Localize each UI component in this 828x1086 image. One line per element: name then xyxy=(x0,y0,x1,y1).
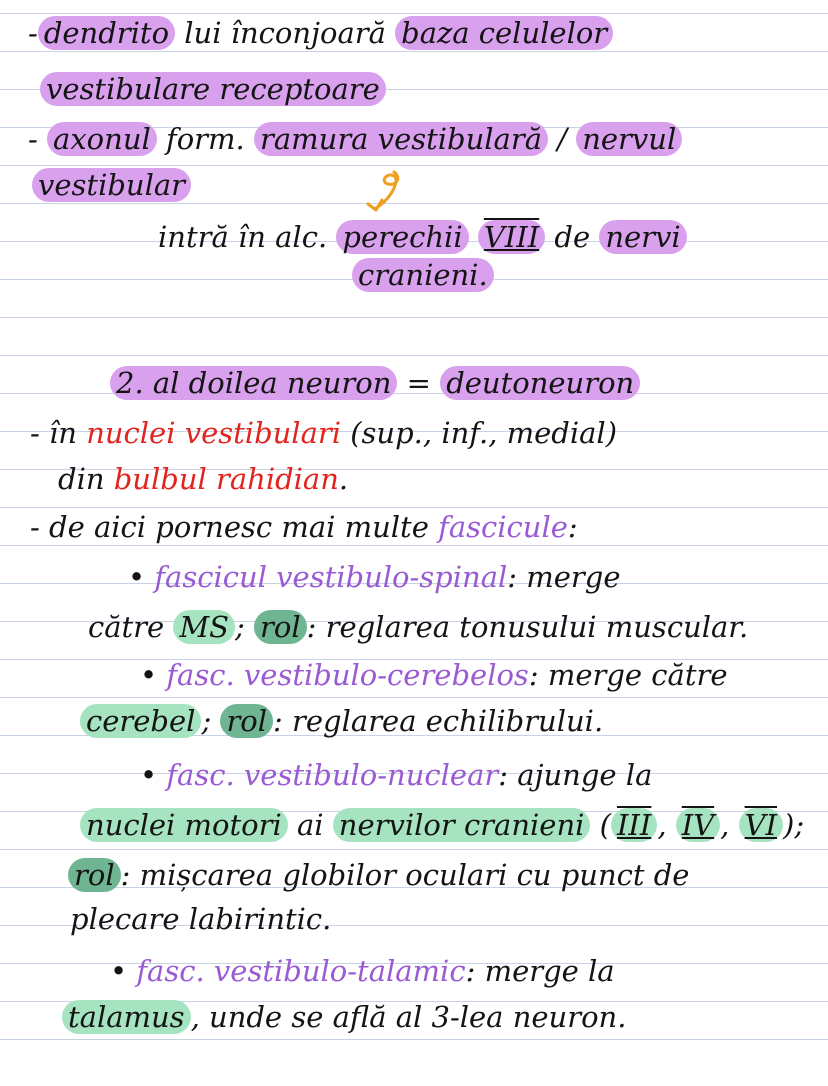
highlight-nervi: nervi xyxy=(599,220,686,254)
text: : reglarea echilibrului. xyxy=(273,704,604,738)
note-line-1 xyxy=(28,14,613,52)
highlight-ms: MS xyxy=(173,610,235,644)
text: : merge xyxy=(507,560,621,594)
text: din xyxy=(58,462,114,496)
highlight-roman-viii: VIII xyxy=(478,220,545,254)
highlight-roman-iv: IV xyxy=(676,808,720,842)
note-line-10 xyxy=(30,508,578,546)
highlight-rol: rol xyxy=(220,704,273,738)
purple-fasc-vestibulo-cerebelos: fasc. vestibulo-cerebelos xyxy=(166,658,529,692)
highlight-axonul: axonul xyxy=(47,122,157,156)
highlight-deutoneuron: deutoneuron xyxy=(440,366,640,400)
note-line-2 xyxy=(40,70,386,108)
text: plecare labirintic. xyxy=(70,902,332,936)
text: către xyxy=(88,610,174,644)
text: ( xyxy=(590,808,611,842)
note-line-18 xyxy=(70,900,331,938)
note-line-20 xyxy=(62,998,626,1036)
text: de xyxy=(545,220,600,254)
note-line-9 xyxy=(58,460,348,498)
text: : xyxy=(567,510,578,544)
highlight-rol: rol xyxy=(68,858,121,892)
text: = xyxy=(397,366,441,400)
note-line-15 xyxy=(140,756,652,794)
note-line-4 xyxy=(32,166,191,204)
highlight-perechii: perechii xyxy=(336,220,468,254)
purple-fascicule: fascicule xyxy=(438,510,568,544)
highlight-ramura-vestibulara: ramura vestibulară xyxy=(254,122,548,156)
note-line-5 xyxy=(158,218,687,256)
purple-fascicul-vestibulo-spinal: fascicul vestibulo-spinal xyxy=(154,560,508,594)
text: - în xyxy=(30,416,87,450)
note-line-14 xyxy=(80,702,603,740)
note-line-7 xyxy=(110,364,640,402)
note-line-6 xyxy=(352,256,494,294)
red-bulbul-rahidian: bulbul rahidian xyxy=(113,462,339,496)
highlight-cranieni: cranieni. xyxy=(352,258,494,292)
highlight-rol: rol xyxy=(254,610,307,644)
text: : mișcarea globilor oculari cu punct de xyxy=(120,858,690,892)
text: lui înconjoară xyxy=(175,16,396,50)
text: intră în alc. xyxy=(158,220,337,254)
purple-fasc-vestibulo-nuclear: fasc. vestibulo-nuclear xyxy=(166,758,499,792)
text: : ajunge la xyxy=(498,758,653,792)
text: , xyxy=(657,808,676,842)
highlight-baza-celulelor: baza celulelor xyxy=(395,16,613,50)
note-line-13 xyxy=(140,656,728,694)
note-line-12 xyxy=(88,608,748,646)
text: - de aici pornesc mai multe xyxy=(30,510,439,544)
note-line-16 xyxy=(80,806,804,844)
bullet: • xyxy=(128,560,155,594)
highlight-roman-iii: III xyxy=(611,808,657,842)
curved-arrow-icon xyxy=(356,168,416,220)
text: / xyxy=(548,122,577,156)
bullet: • xyxy=(140,658,167,692)
note-line-3 xyxy=(28,120,682,158)
text: ai xyxy=(287,808,333,842)
dash: - xyxy=(28,16,38,50)
text: (sup., inf., medial) xyxy=(341,416,618,450)
purple-fasc-vestibulo-talamic: fasc. vestibulo-talamic xyxy=(136,954,466,988)
highlight-nuclei-motori: nuclei motori xyxy=(80,808,288,842)
highlight-nervilor-cranieni: nervilor cranieni xyxy=(333,808,591,842)
highlight-nervul: nervul xyxy=(576,122,682,156)
highlight-al-doilea-neuron: 2. al doilea neuron xyxy=(110,366,397,400)
text: , xyxy=(720,808,739,842)
text: : merge la xyxy=(465,954,615,988)
text: ; xyxy=(235,610,254,644)
text: form. xyxy=(156,122,254,156)
note-line-8 xyxy=(30,414,617,452)
highlight-vestibular: vestibular xyxy=(32,168,191,202)
note-line-19 xyxy=(110,952,615,990)
text: . xyxy=(338,462,349,496)
text: : merge către xyxy=(528,658,728,692)
highlight-talamus: talamus xyxy=(62,1000,191,1034)
bullet: • xyxy=(140,758,167,792)
text: ); xyxy=(783,808,805,842)
text: , unde se află al 3-lea neuron. xyxy=(190,1000,627,1034)
text: ; xyxy=(201,704,221,738)
red-nuclei-vestibulari: nuclei vestibulari xyxy=(86,416,342,450)
highlight-vestibulare-receptoare: vestibulare receptoare xyxy=(40,72,386,106)
highlight-roman-vi: VI xyxy=(739,808,783,842)
note-line-17 xyxy=(68,856,689,894)
note-line-11 xyxy=(128,558,621,596)
text: : reglarea tonusului muscular. xyxy=(306,610,749,644)
highlight-dendrita: dendrito xyxy=(38,16,175,50)
dash: - xyxy=(28,122,48,156)
highlight-cerebel: cerebel xyxy=(80,704,201,738)
bullet: • xyxy=(110,954,137,988)
